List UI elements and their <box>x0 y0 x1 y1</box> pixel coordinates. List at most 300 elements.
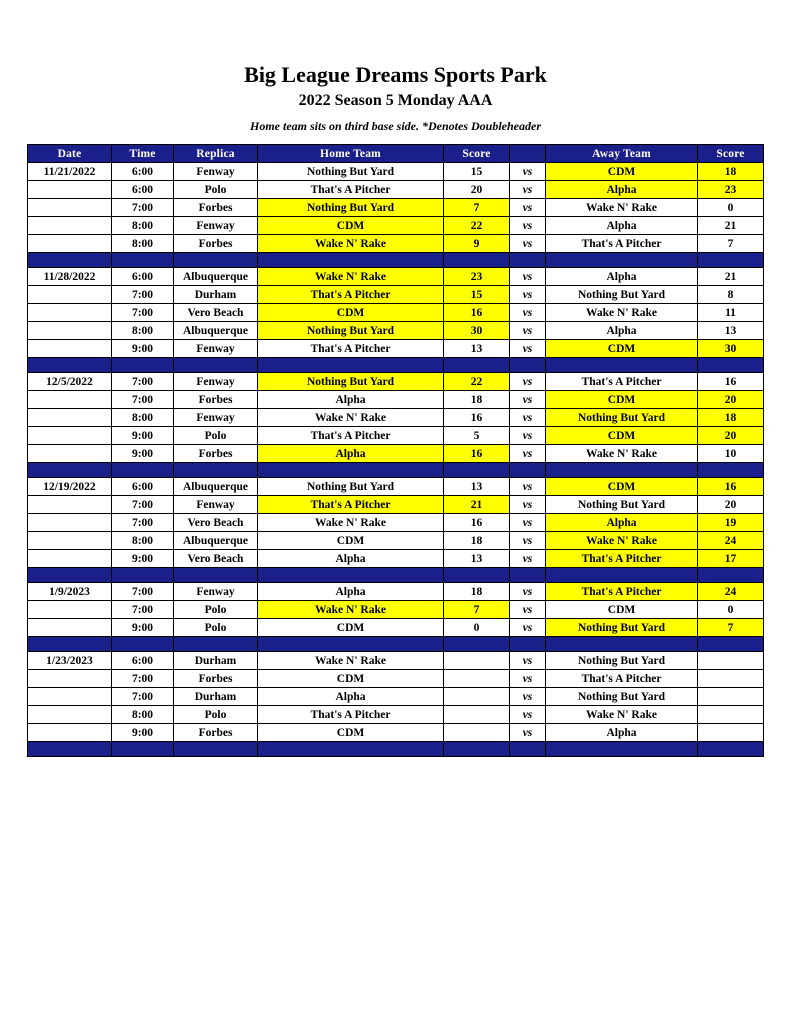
cell-vs-label: vs <box>510 409 546 427</box>
cell-home-team: That's A Pitcher <box>258 340 444 358</box>
cell-replica: Fenway <box>174 340 258 358</box>
cell-away-score: 19 <box>698 514 764 532</box>
cell-date <box>28 706 112 724</box>
cell-date <box>28 601 112 619</box>
table-row <box>28 619 764 637</box>
cell-time: 7:00 <box>112 514 174 532</box>
cell-time: 8:00 <box>112 217 174 235</box>
cell-vs-label: vs <box>510 532 546 550</box>
cell-vs-label: vs <box>510 706 546 724</box>
cell-home-team: That's A Pitcher <box>258 496 444 514</box>
cell-away-score <box>698 724 764 742</box>
cell-away-score: 23 <box>698 181 764 199</box>
cell-home-score: 16 <box>444 304 510 322</box>
table-spacer-row <box>28 253 764 268</box>
cell-date <box>28 322 112 340</box>
cell-replica: Albuquerque <box>174 322 258 340</box>
cell-time: 9:00 <box>112 340 174 358</box>
cell-away-team: That's A Pitcher <box>546 550 698 568</box>
spacer-cell <box>258 463 444 478</box>
cell-date: 1/23/2023 <box>28 652 112 670</box>
cell-time: 6:00 <box>112 478 174 496</box>
spacer-cell <box>698 742 764 757</box>
cell-replica: Polo <box>174 601 258 619</box>
cell-date <box>28 235 112 253</box>
cell-away-team: Nothing But Yard <box>546 286 698 304</box>
cell-home-team: CDM <box>258 670 444 688</box>
column-header-away-score: Score <box>698 145 764 163</box>
cell-home-team: Wake N' Rake <box>258 409 444 427</box>
column-header-vs <box>510 145 546 163</box>
cell-time: 8:00 <box>112 235 174 253</box>
cell-away-score: 18 <box>698 409 764 427</box>
spacer-cell <box>698 253 764 268</box>
cell-date <box>28 514 112 532</box>
cell-time: 9:00 <box>112 427 174 445</box>
spacer-cell <box>28 742 112 757</box>
cell-date: 11/21/2022 <box>28 163 112 181</box>
cell-time: 8:00 <box>112 322 174 340</box>
spacer-cell <box>174 358 258 373</box>
cell-vs-label: vs <box>510 652 546 670</box>
table-row <box>28 217 764 235</box>
cell-home-team: Nothing But Yard <box>258 322 444 340</box>
table-row <box>28 235 764 253</box>
document-header <box>0 0 791 135</box>
table-row <box>28 478 764 496</box>
cell-time: 7:00 <box>112 391 174 409</box>
table-row <box>28 199 764 217</box>
cell-home-team: Alpha <box>258 688 444 706</box>
cell-away-score <box>698 670 764 688</box>
spacer-cell <box>444 742 510 757</box>
cell-time: 7:00 <box>112 304 174 322</box>
cell-away-score <box>698 652 764 670</box>
cell-replica: Fenway <box>174 373 258 391</box>
cell-away-team: CDM <box>546 340 698 358</box>
table-row <box>28 445 764 463</box>
spacer-cell <box>510 253 546 268</box>
cell-replica: Forbes <box>174 391 258 409</box>
table-row <box>28 340 764 358</box>
cell-home-team: CDM <box>258 619 444 637</box>
spacer-cell <box>258 742 444 757</box>
cell-vs-label: vs <box>510 514 546 532</box>
cell-vs-label: vs <box>510 688 546 706</box>
cell-home-score <box>444 652 510 670</box>
table-row <box>28 688 764 706</box>
cell-away-score: 17 <box>698 550 764 568</box>
column-header-replica: Replica <box>174 145 258 163</box>
cell-time: 7:00 <box>112 373 174 391</box>
cell-time: 9:00 <box>112 619 174 637</box>
page-subtitle: 2022 Season 5 Monday AAA <box>298 92 493 109</box>
cell-away-score: 13 <box>698 322 764 340</box>
page-note: Home team sits on third base side. *Denotes Doubleheader <box>250 119 541 133</box>
cell-home-team: Alpha <box>258 583 444 601</box>
cell-away-score <box>698 706 764 724</box>
cell-away-team: Alpha <box>546 217 698 235</box>
cell-vs-label: vs <box>510 322 546 340</box>
cell-vs-label: vs <box>510 199 546 217</box>
table-header-row <box>28 145 764 163</box>
cell-home-score: 15 <box>444 163 510 181</box>
cell-home-score: 20 <box>444 181 510 199</box>
cell-replica: Polo <box>174 427 258 445</box>
cell-replica: Forbes <box>174 235 258 253</box>
cell-time: 9:00 <box>112 724 174 742</box>
cell-away-team: CDM <box>546 163 698 181</box>
table-spacer-row <box>28 463 764 478</box>
cell-vs-label: vs <box>510 391 546 409</box>
cell-vs-label: vs <box>510 268 546 286</box>
cell-away-team: That's A Pitcher <box>546 583 698 601</box>
table-spacer-row <box>28 358 764 373</box>
cell-away-score: 20 <box>698 391 764 409</box>
spacer-cell <box>698 637 764 652</box>
table-row <box>28 304 764 322</box>
spacer-cell <box>112 568 174 583</box>
cell-away-score: 20 <box>698 427 764 445</box>
cell-date <box>28 550 112 568</box>
spacer-cell <box>258 568 444 583</box>
table-spacer-row <box>28 742 764 757</box>
cell-vs-label: vs <box>510 373 546 391</box>
cell-home-score <box>444 688 510 706</box>
cell-home-team: Wake N' Rake <box>258 601 444 619</box>
cell-vs-label: vs <box>510 427 546 445</box>
cell-away-team: Alpha <box>546 514 698 532</box>
cell-home-score <box>444 670 510 688</box>
cell-away-team: Wake N' Rake <box>546 445 698 463</box>
cell-vs-label: vs <box>510 217 546 235</box>
cell-home-score: 22 <box>444 373 510 391</box>
cell-home-team: Wake N' Rake <box>258 514 444 532</box>
column-header-time: Time <box>112 145 174 163</box>
spacer-cell <box>28 568 112 583</box>
cell-home-score: 16 <box>444 445 510 463</box>
table-row <box>28 163 764 181</box>
cell-home-score: 13 <box>444 340 510 358</box>
cell-away-team: Wake N' Rake <box>546 199 698 217</box>
table-row <box>28 373 764 391</box>
cell-away-team: Wake N' Rake <box>546 706 698 724</box>
cell-home-score: 30 <box>444 322 510 340</box>
cell-away-team: Alpha <box>546 181 698 199</box>
cell-away-team: Alpha <box>546 724 698 742</box>
cell-away-team: CDM <box>546 601 698 619</box>
cell-away-team: CDM <box>546 427 698 445</box>
spacer-cell <box>546 253 698 268</box>
table-spacer-row <box>28 568 764 583</box>
cell-home-team: Nothing But Yard <box>258 373 444 391</box>
table-row <box>28 268 764 286</box>
cell-time: 7:00 <box>112 601 174 619</box>
table-row <box>28 583 764 601</box>
cell-date <box>28 427 112 445</box>
spacer-cell <box>698 358 764 373</box>
spacer-cell <box>174 742 258 757</box>
cell-vs-label: vs <box>510 478 546 496</box>
spacer-cell <box>112 637 174 652</box>
cell-away-score: 24 <box>698 583 764 601</box>
cell-replica: Albuquerque <box>174 532 258 550</box>
column-header-date: Date <box>28 145 112 163</box>
cell-away-team: Wake N' Rake <box>546 304 698 322</box>
cell-time: 6:00 <box>112 163 174 181</box>
cell-date <box>28 199 112 217</box>
table-row <box>28 601 764 619</box>
cell-away-team: That's A Pitcher <box>546 373 698 391</box>
cell-away-score: 0 <box>698 199 764 217</box>
cell-home-score <box>444 724 510 742</box>
column-header-home-score: Score <box>444 145 510 163</box>
column-header-home-team: Home Team <box>258 145 444 163</box>
cell-home-team: Wake N' Rake <box>258 235 444 253</box>
cell-home-score: 18 <box>444 391 510 409</box>
cell-time: 7:00 <box>112 670 174 688</box>
cell-time: 9:00 <box>112 550 174 568</box>
spacer-cell <box>112 253 174 268</box>
spacer-cell <box>258 253 444 268</box>
cell-replica: Forbes <box>174 199 258 217</box>
spacer-cell <box>258 358 444 373</box>
cell-time: 9:00 <box>112 445 174 463</box>
table-row <box>28 550 764 568</box>
cell-date <box>28 619 112 637</box>
cell-replica: Forbes <box>174 724 258 742</box>
cell-vs-label: vs <box>510 550 546 568</box>
table-row <box>28 391 764 409</box>
cell-vs-label: vs <box>510 340 546 358</box>
cell-vs-label: vs <box>510 163 546 181</box>
spacer-cell <box>174 253 258 268</box>
cell-home-score: 7 <box>444 601 510 619</box>
spacer-cell <box>112 463 174 478</box>
spacer-cell <box>28 253 112 268</box>
table-row <box>28 496 764 514</box>
cell-date <box>28 724 112 742</box>
cell-home-team: Alpha <box>258 550 444 568</box>
spacer-cell <box>28 358 112 373</box>
spacer-cell <box>174 568 258 583</box>
cell-replica: Vero Beach <box>174 304 258 322</box>
cell-date <box>28 340 112 358</box>
cell-time: 8:00 <box>112 409 174 427</box>
cell-away-score: 30 <box>698 340 764 358</box>
cell-replica: Durham <box>174 688 258 706</box>
cell-replica: Fenway <box>174 163 258 181</box>
cell-home-team: CDM <box>258 532 444 550</box>
cell-away-score: 18 <box>698 163 764 181</box>
cell-away-team: Nothing But Yard <box>546 496 698 514</box>
cell-replica: Durham <box>174 286 258 304</box>
spacer-cell <box>444 463 510 478</box>
cell-date <box>28 688 112 706</box>
cell-home-score: 23 <box>444 268 510 286</box>
cell-date: 12/19/2022 <box>28 478 112 496</box>
spacer-cell <box>546 568 698 583</box>
cell-home-score: 16 <box>444 514 510 532</box>
cell-date <box>28 304 112 322</box>
cell-away-team: That's A Pitcher <box>546 235 698 253</box>
cell-date <box>28 670 112 688</box>
cell-away-score: 7 <box>698 619 764 637</box>
cell-away-score: 16 <box>698 478 764 496</box>
spacer-cell <box>28 463 112 478</box>
cell-home-score: 21 <box>444 496 510 514</box>
cell-away-team: That's A Pitcher <box>546 670 698 688</box>
table-row <box>28 652 764 670</box>
cell-home-score: 7 <box>444 199 510 217</box>
cell-vs-label: vs <box>510 496 546 514</box>
cell-vs-label: vs <box>510 601 546 619</box>
cell-date: 11/28/2022 <box>28 268 112 286</box>
spacer-cell <box>444 637 510 652</box>
cell-home-team: That's A Pitcher <box>258 427 444 445</box>
spacer-cell <box>174 463 258 478</box>
cell-date <box>28 532 112 550</box>
table-row <box>28 514 764 532</box>
cell-replica: Fenway <box>174 583 258 601</box>
cell-vs-label: vs <box>510 724 546 742</box>
cell-time: 6:00 <box>112 268 174 286</box>
cell-replica: Polo <box>174 706 258 724</box>
table-row <box>28 706 764 724</box>
cell-home-score: 13 <box>444 550 510 568</box>
cell-time: 7:00 <box>112 199 174 217</box>
cell-home-team: Alpha <box>258 445 444 463</box>
spacer-cell <box>174 637 258 652</box>
cell-home-score: 9 <box>444 235 510 253</box>
table-row <box>28 322 764 340</box>
cell-away-score: 16 <box>698 373 764 391</box>
spacer-cell <box>444 358 510 373</box>
cell-replica: Forbes <box>174 445 258 463</box>
cell-away-score: 11 <box>698 304 764 322</box>
spacer-cell <box>444 568 510 583</box>
cell-home-score: 0 <box>444 619 510 637</box>
cell-away-score: 8 <box>698 286 764 304</box>
cell-replica: Forbes <box>174 670 258 688</box>
cell-away-team: Alpha <box>546 268 698 286</box>
spacer-cell <box>510 637 546 652</box>
table-row <box>28 286 764 304</box>
spacer-cell <box>546 463 698 478</box>
spacer-cell <box>698 568 764 583</box>
cell-date <box>28 217 112 235</box>
cell-away-score: 0 <box>698 601 764 619</box>
cell-time: 6:00 <box>112 181 174 199</box>
cell-home-score: 18 <box>444 532 510 550</box>
spacer-cell <box>546 637 698 652</box>
cell-away-team: Nothing But Yard <box>546 652 698 670</box>
schedule-table <box>27 144 764 757</box>
cell-replica: Albuquerque <box>174 268 258 286</box>
cell-vs-label: vs <box>510 445 546 463</box>
table-row <box>28 670 764 688</box>
cell-time: 7:00 <box>112 583 174 601</box>
spacer-cell <box>510 358 546 373</box>
cell-away-score: 21 <box>698 217 764 235</box>
cell-vs-label: vs <box>510 235 546 253</box>
spacer-cell <box>546 742 698 757</box>
cell-away-score: 21 <box>698 268 764 286</box>
spacer-cell <box>258 637 444 652</box>
cell-home-score: 16 <box>444 409 510 427</box>
cell-home-team: Alpha <box>258 391 444 409</box>
cell-home-team: That's A Pitcher <box>258 286 444 304</box>
cell-home-score: 15 <box>444 286 510 304</box>
cell-time: 6:00 <box>112 652 174 670</box>
cell-away-team: Nothing But Yard <box>546 688 698 706</box>
table-row <box>28 427 764 445</box>
cell-home-score: 22 <box>444 217 510 235</box>
column-header-away-team: Away Team <box>546 145 698 163</box>
table-row <box>28 409 764 427</box>
spacer-cell <box>510 742 546 757</box>
cell-time: 7:00 <box>112 286 174 304</box>
cell-away-score <box>698 688 764 706</box>
cell-away-team: Wake N' Rake <box>546 532 698 550</box>
cell-vs-label: vs <box>510 181 546 199</box>
cell-away-team: Nothing But Yard <box>546 409 698 427</box>
cell-replica: Vero Beach <box>174 550 258 568</box>
cell-time: 7:00 <box>112 496 174 514</box>
cell-home-score: 18 <box>444 583 510 601</box>
cell-home-score: 13 <box>444 478 510 496</box>
cell-time: 8:00 <box>112 706 174 724</box>
cell-replica: Fenway <box>174 496 258 514</box>
cell-home-team: Nothing But Yard <box>258 478 444 496</box>
cell-away-team: Nothing But Yard <box>546 619 698 637</box>
cell-vs-label: vs <box>510 304 546 322</box>
cell-away-team: Alpha <box>546 322 698 340</box>
cell-home-team: Wake N' Rake <box>258 268 444 286</box>
cell-home-team: Nothing But Yard <box>258 163 444 181</box>
cell-replica: Durham <box>174 652 258 670</box>
cell-replica: Vero Beach <box>174 514 258 532</box>
cell-replica: Polo <box>174 181 258 199</box>
cell-home-team: That's A Pitcher <box>258 706 444 724</box>
cell-date <box>28 181 112 199</box>
spacer-cell <box>510 568 546 583</box>
cell-time: 7:00 <box>112 688 174 706</box>
spacer-cell <box>698 463 764 478</box>
cell-home-team: That's A Pitcher <box>258 181 444 199</box>
spacer-cell <box>28 637 112 652</box>
spacer-cell <box>112 358 174 373</box>
cell-home-team: CDM <box>258 217 444 235</box>
cell-home-team: CDM <box>258 724 444 742</box>
cell-vs-label: vs <box>510 583 546 601</box>
cell-home-team: CDM <box>258 304 444 322</box>
cell-home-team: Nothing But Yard <box>258 199 444 217</box>
table-row <box>28 724 764 742</box>
cell-away-score: 20 <box>698 496 764 514</box>
cell-date: 12/5/2022 <box>28 373 112 391</box>
cell-replica: Fenway <box>174 409 258 427</box>
cell-home-score: 5 <box>444 427 510 445</box>
table-body <box>28 163 764 757</box>
cell-away-score: 10 <box>698 445 764 463</box>
cell-date <box>28 409 112 427</box>
cell-date <box>28 496 112 514</box>
cell-date <box>28 445 112 463</box>
cell-date: 1/9/2023 <box>28 583 112 601</box>
cell-date <box>28 286 112 304</box>
cell-away-score: 24 <box>698 532 764 550</box>
